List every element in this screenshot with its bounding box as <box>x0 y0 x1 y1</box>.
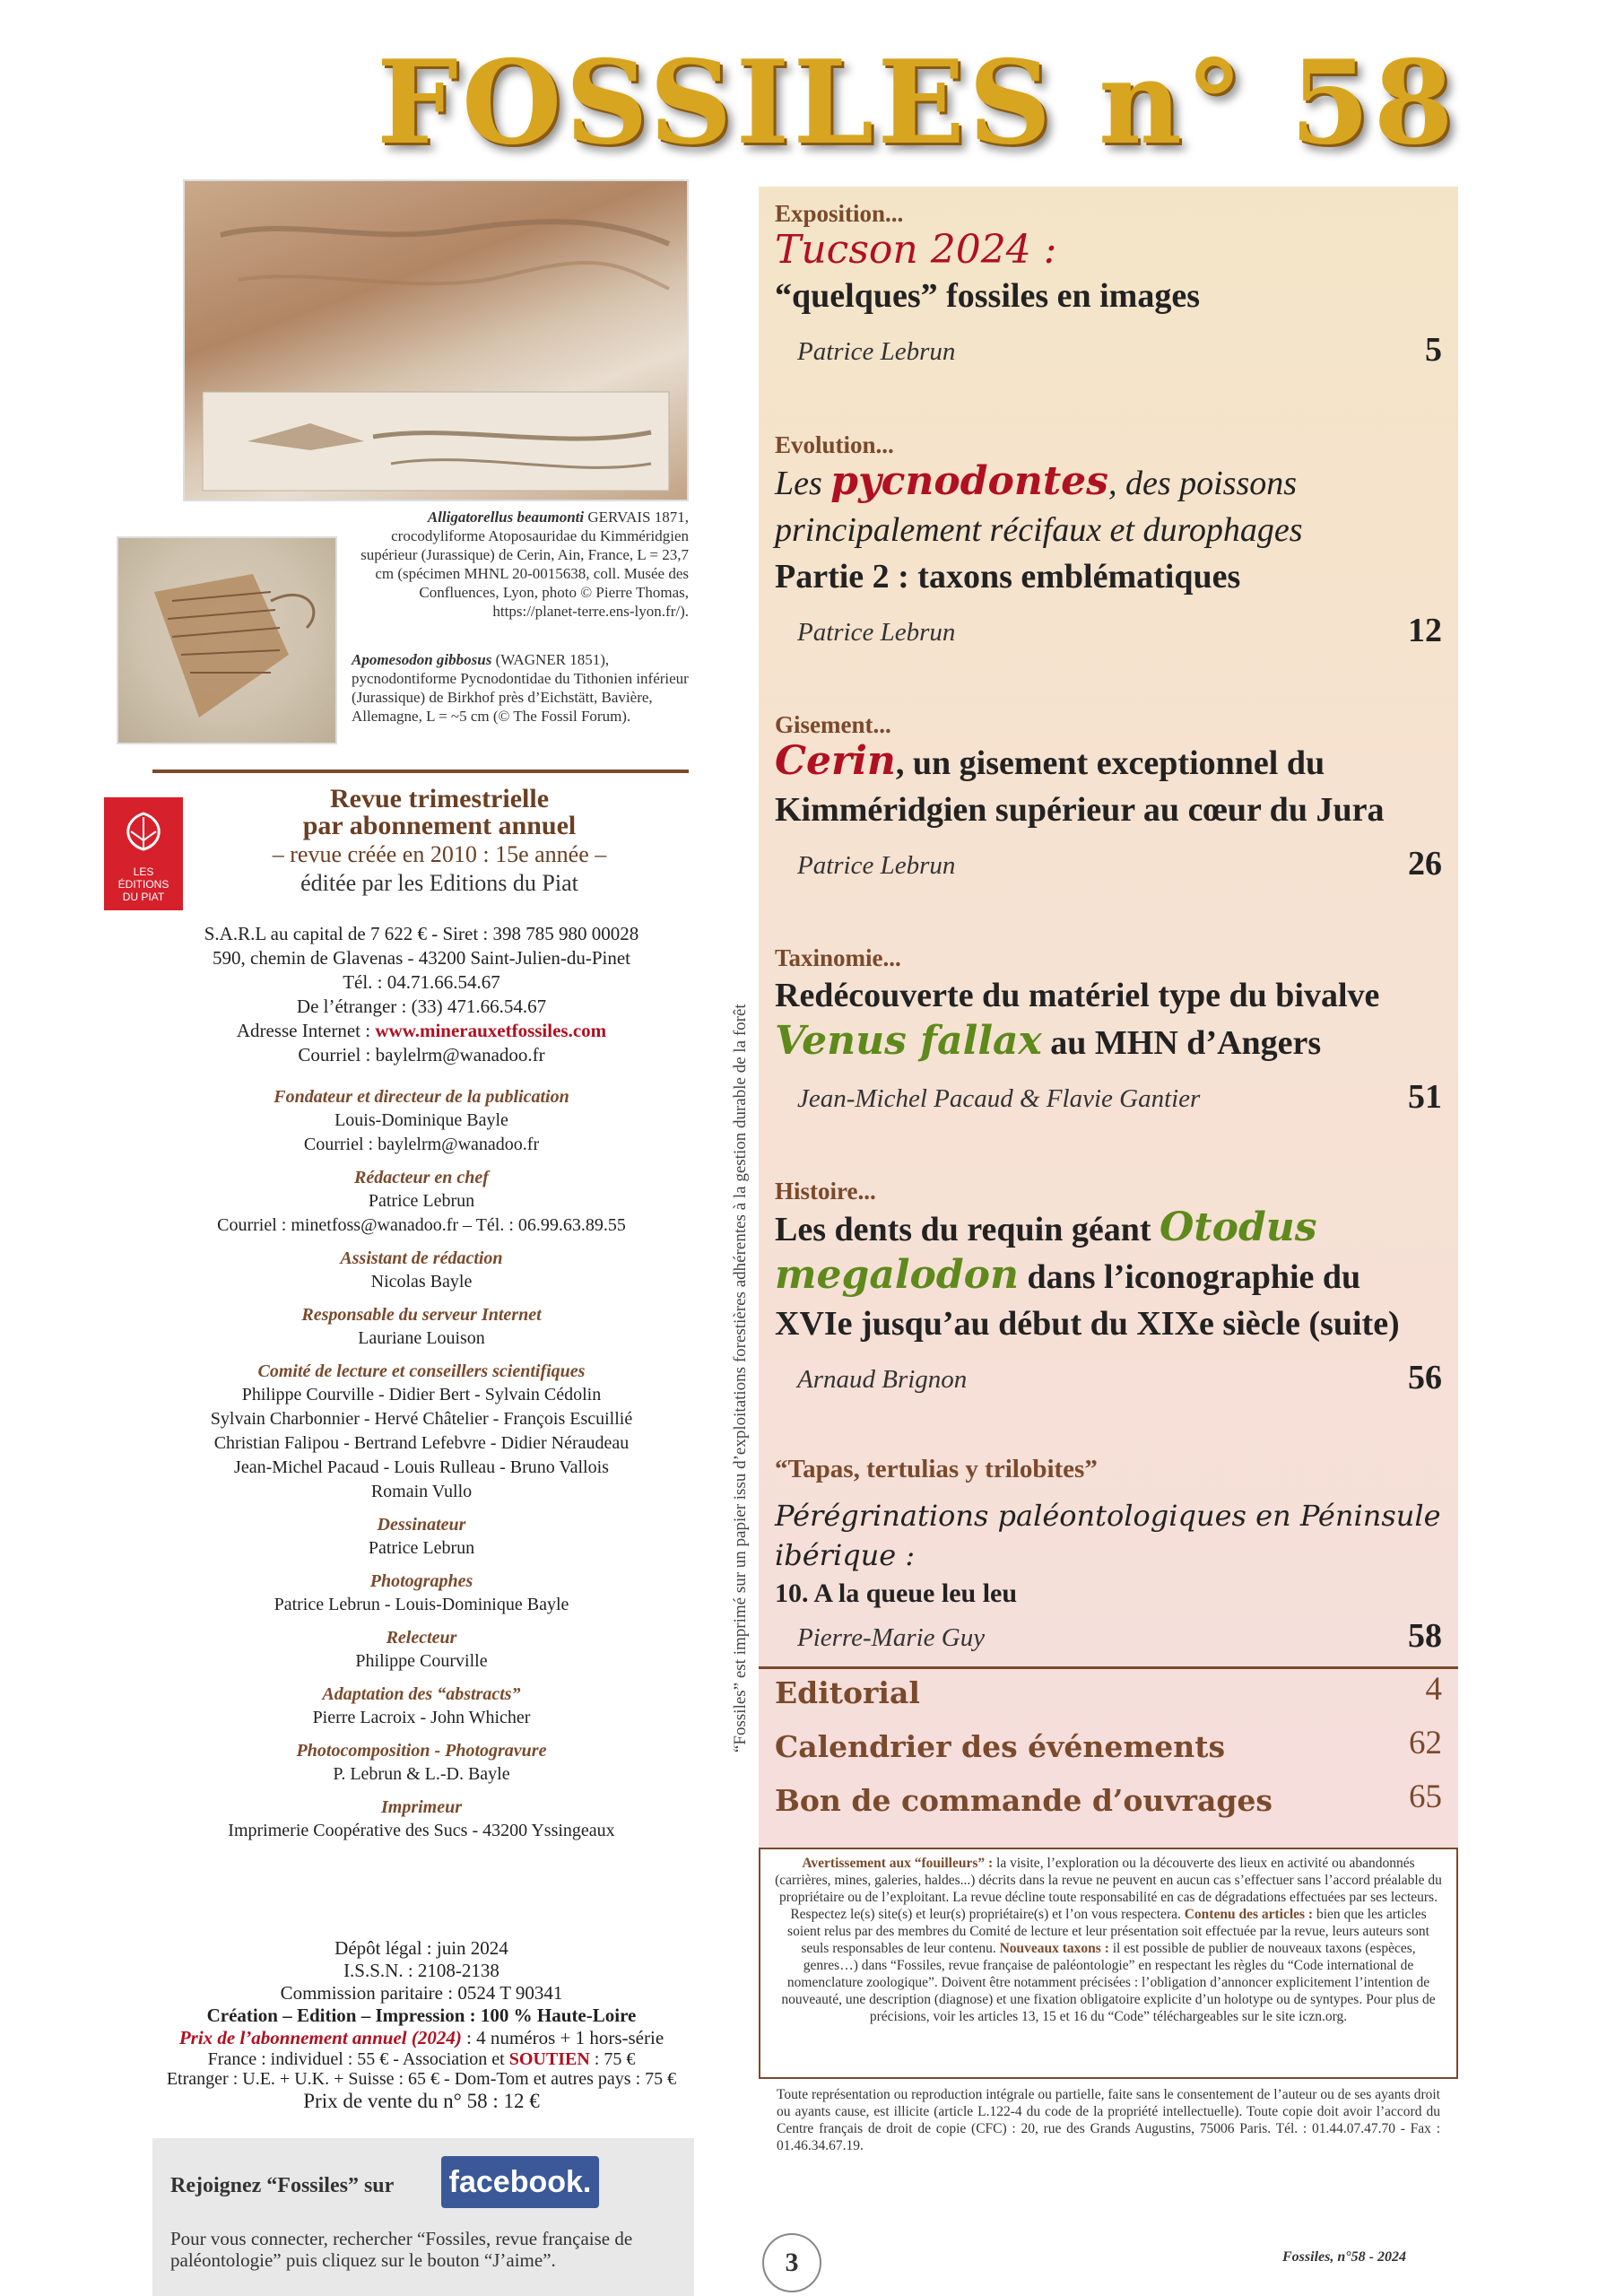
staff-role: Rédacteur en chef <box>354 1168 489 1187</box>
price-foreign: Etranger : U.E. + U.K. + Suisse : 65 € - Dom-Tom et autres pays : 75 € <box>166 2069 677 2089</box>
toc-title: dans l’iconographie du <box>1019 1258 1361 1296</box>
caption-fig2 <box>352 650 692 726</box>
staff-name: Philippe Courville <box>355 1651 488 1671</box>
toc-bottom-label: Bon de commande d’ouvrages <box>775 1783 1273 1818</box>
notice-text: bien que les articles soient relus par des membres du Comité de lecture et leur présentation soit effectuée par la revue, leurs auteurs sont seuls responsables de leur contenu. <box>787 1907 1429 1956</box>
toc-section: Histoire... <box>775 1178 876 1205</box>
caption-text: pycnodontiforme Pycnodontidae du Tithonien inférieur (Jurassique) de Birkhof près d’Eichstätt, Bavière, Allemagne, L = ~5 cm (© The Fossil Forum). <box>352 670 689 725</box>
toc-entry[interactable] <box>775 199 1442 377</box>
toc-title: “quelques” fossiles en images <box>775 277 1200 315</box>
toc-title-highlight: Otodus <box>1160 1205 1317 1250</box>
toc-author: Patrice Lebrun <box>797 618 956 647</box>
staff-name: Sylvain Charbonnier - Hervé Châtelier - François Escuillié <box>210 1409 633 1429</box>
staff-role: Dessinateur <box>377 1515 466 1535</box>
commission: Commission paritaire : 0524 T 90341 <box>280 1982 563 2004</box>
toc-section: Taxinomie... <box>775 944 901 971</box>
toc-title-highlight: Pérégrinations paléontologiques en Péninsule ibérique : <box>775 1499 1441 1572</box>
notice-lead: Avertissement aux “fouilleurs” : <box>802 1856 994 1871</box>
species-author: GERVAIS 1871, <box>584 509 689 526</box>
toc-section: Exposition... <box>775 200 904 227</box>
toc-title-highlight: Cerin <box>775 738 896 784</box>
toc-title: principalement récifaux et durophages <box>775 511 1303 549</box>
issue-price: Prix de vente du n° 58 : 12 € <box>303 2090 540 2112</box>
staff-name: P. Lebrun & L.-D. Bayle <box>333 1764 510 1784</box>
page-number: 3 <box>762 2233 821 2292</box>
toc-title: Les <box>775 465 831 502</box>
staff-name: Romain Vullo <box>370 1482 473 1501</box>
notice-text: il est possible de publier de nouveaux taxons (espèces, genres…) dans “Fossiles, revue française de paléontologie” en respectant les règles du “Code international de nomenclature zoologique”. Doivent être notamment précisées : l’obligation d’annoncer explicitement l’intention de nouveauté, une description (diagnose) et une fixation obligatoire explicite d’un holotype ou de syntypes. Pour plus de précisions, voir les articles 13, 15 et 16 du “Code” téléchargeables sur le site iczn.org. <box>781 1941 1436 2024</box>
table-of-contents <box>759 187 1458 1853</box>
species-name: Apomesodon gibbosus <box>352 651 492 668</box>
toc-title: 10. A la queue leu leu <box>775 1578 1018 1608</box>
copyright-notice: Toute représentation ou reproduction intégrale ou partielle, faite sans le consentement de l’auteur ou de ses ayants droit ou ayants cause, est illicite (article L.122-4 du code de la propriété intellectuelle). Toute copie doit avoir l’accord du Centre français de droit de copie (CFC) : 20, rue des Grands Augustins, 75006 Paris. Tél. : 01.44.07.47.70 - Fax : 01.46.34.67.19. <box>777 2087 1440 2153</box>
staff-name: Pierre Lacroix - John Whicher <box>312 1708 531 1727</box>
facebook-join: Rejoignez “Fossiles” sur <box>170 2174 395 2197</box>
soutien-label: SOUTIEN <box>508 2049 590 2069</box>
fossil-photo-crocodyliform <box>183 179 689 501</box>
toc-title: Redécouverte du matériel type du bivalve <box>775 977 1380 1014</box>
staff-name: Christian Falipou - Bertrand Lefebvre - Didier Néraudeau <box>213 1433 630 1453</box>
toc-page: 56 <box>1408 1359 1442 1396</box>
legal-info <box>135 1937 708 2114</box>
toc-author: Arnaud Brignon <box>797 1365 968 1394</box>
staff-role: Fondateur et directeur de la publication <box>274 1087 569 1107</box>
toc-page: 26 <box>1408 845 1442 883</box>
revue-title-line: Revue trimestrielle <box>329 784 550 813</box>
fossil-photo-pycnodont <box>117 536 337 744</box>
toc-title-highlight: megalodon <box>775 1252 1019 1298</box>
toc-section: Evolution... <box>775 431 894 458</box>
staff-role: Responsable du serveur Internet <box>301 1305 542 1325</box>
toc-title: , un gisement exceptionnel du <box>895 744 1325 782</box>
staff-name: Imprimerie Coopérative des Sucs - 43200 Yssingeaux <box>228 1821 615 1840</box>
toc-title: Les dents du requin géant <box>775 1211 1160 1248</box>
publisher-info <box>135 922 708 1067</box>
subscription-detail: : 4 numéros + 1 hors-série <box>461 2027 665 2048</box>
depot-legal: Dépôt légal : juin 2024 <box>334 1937 508 1959</box>
revue-title-line: par abonnement annuel <box>302 811 577 840</box>
toc-bottom-page: 65 <box>1409 1779 1442 1815</box>
toc-editorial[interactable] <box>775 1670 1442 1717</box>
toc-title: Kimméridgien supérieur au cœur du Jura <box>775 791 1385 829</box>
subscription-label: Prix de l’abonnement annuel (2024) <box>178 2027 462 2048</box>
facebook-box <box>152 2138 694 2296</box>
notice-text: la visite, l’exploration ou la découverte des lieux en activité ou abandonnés (carrières, mines, galeries, haldes...) décrits dans la revue ne peuvent en aucun cas s’effectuer sans l’accord préalable du propriétaire ou de l’exploitant. La revue décline toute responsabilité en cas de dégradations effectuées par ses lecteurs. Respectez le(s) site(s) et leur(s) propriétaire(s) et l’on vous respectera. <box>775 1856 1442 1922</box>
email: Courriel : baylelrm@wanadoo.fr <box>298 1044 545 1065</box>
toc-author: Patrice Lebrun <box>797 337 956 366</box>
toc-title-highlight: Tucson 2024 : <box>775 227 1057 273</box>
toc-title-highlight: Venus fallax <box>775 1018 1042 1064</box>
issn: I.S.S.N. : 2108-2138 <box>343 1960 499 1981</box>
logo-text: DU PIAT <box>122 891 165 903</box>
toc-bottom-label: Editorial <box>775 1675 920 1710</box>
price-france: France : individuel : 55 € - Association et <box>207 2049 509 2069</box>
paper-note-text: “Fossiles” est imprimé sur un papier issu d’exploitations forestières adhérentes à la gestion durable de la forêt <box>731 1004 750 1752</box>
facebook-logo[interactable]: facebook. <box>441 2156 599 2208</box>
divider <box>152 770 689 773</box>
publisher-logo <box>104 797 183 910</box>
toc-entry[interactable] <box>775 710 1442 891</box>
website-link[interactable]: www.minerauxetfossiles.com <box>375 1020 607 1041</box>
staff-name: Patrice Lebrun <box>368 1191 475 1211</box>
toc-page: 58 <box>1408 1617 1442 1655</box>
staff-name: Patrice Lebrun - Louis-Dominique Bayle <box>274 1595 569 1614</box>
toc-bottom-page: 62 <box>1409 1725 1442 1761</box>
species-author: (WAGNER 1851), <box>491 651 610 668</box>
divider <box>759 1666 1458 1669</box>
staff-name: Courriel : minetfoss@wanadoo.fr – Tél. : 06.99.63.89.55 <box>217 1215 626 1235</box>
revue-creation: – revue créée en 2010 : 15e année – <box>272 841 607 867</box>
logo-text: ÉDITIONS <box>117 878 169 891</box>
staff-role: Adaptation des “abstracts” <box>322 1684 521 1704</box>
creation-note: Création – Edition – Impression : 100 % Haute-Loire <box>206 2005 637 2026</box>
staff-name: Philippe Courville - Didier Bert - Sylvain Cédolin <box>241 1385 602 1405</box>
address: 590, chemin de Glavenas - 43200 Saint-Julien-du-Pinet <box>213 947 630 969</box>
toc-bottom-label: Calendrier des événements <box>775 1729 1226 1764</box>
soutien-price: : 75 € <box>589 2049 636 2069</box>
toc-entry[interactable] <box>775 1177 1442 1405</box>
page-footer: Fossiles, n°58 - 2024 <box>1282 2249 1406 2265</box>
logo-text: LES <box>133 865 154 878</box>
staff-list <box>135 1085 708 1843</box>
toc-calendar[interactable] <box>775 1724 1442 1770</box>
phone-foreign: De l’étranger : (33) 471.66.54.67 <box>296 996 547 1017</box>
toc-page: 12 <box>1408 612 1442 649</box>
staff-name: Jean-Michel Pacaud - Louis Rulleau - Bruno Vallois <box>234 1457 609 1477</box>
species-name: Alligatorellus beaumonti <box>427 509 585 526</box>
page-title: FOSSILES n° 58 <box>377 36 1457 170</box>
staff-role: Assistant de rédaction <box>340 1248 503 1268</box>
toc-bottom-page: 4 <box>1425 1671 1442 1708</box>
staff-role: Comité de lecture et conseillers scientifiques <box>257 1361 586 1381</box>
caption-text: crocodyliforme Atoposauridae du Kimméridgien supérieur (Jurassique) de Cerin, Ain, France, L = 23,7 cm (spécimen MHNL 20-0015638, coll. Musée des Confluences, Lyon, photo © Pierre Thomas, https://planet-terre.ens-lyon.fr/). <box>360 527 689 620</box>
web-label: Adresse Internet : <box>236 1020 376 1041</box>
toc-author: Pierre-Marie Guy <box>797 1623 986 1652</box>
staff-role: Imprimeur <box>380 1797 463 1817</box>
toc-order-form[interactable] <box>775 1778 1442 1824</box>
notice-lead: Contenu des articles : <box>1180 1907 1314 1922</box>
warning-notice <box>759 1848 1458 2079</box>
staff-name: Nicolas Bayle <box>370 1272 473 1292</box>
toc-section: “Tapas, tertulias y trilobites” <box>775 1455 1098 1483</box>
toc-title: , des poissons <box>1108 465 1298 502</box>
toc-page: 5 <box>1425 331 1442 369</box>
toc-title: XVIe jusqu’au début du XIXe siècle (suite) <box>775 1305 1400 1343</box>
staff-role: Photographes <box>369 1571 473 1591</box>
toc-title: Partie 2 : taxons emblématiques <box>775 558 1241 596</box>
staff-name: Patrice Lebrun <box>368 1538 475 1558</box>
toc-section: Gisement... <box>775 711 891 738</box>
toc-title-highlight: pycnodontes <box>830 458 1108 504</box>
revue-publisher: éditée par les Editions du Piat <box>300 870 578 896</box>
revue-heading <box>179 786 699 897</box>
staff-name: Courriel : baylelrm@wanadoo.fr <box>303 1135 540 1154</box>
staff-role: Relecteur <box>386 1628 457 1648</box>
toc-entry[interactable] <box>775 430 1442 657</box>
sarl-info: S.A.R.L au capital de 7 622 € - Siret : 398 785 980 00028 <box>204 923 639 944</box>
phone: Tél. : 04.71.66.54.67 <box>343 971 500 993</box>
toc-title: au MHN d’Angers <box>1041 1024 1322 1062</box>
staff-name: Louis-Dominique Bayle <box>334 1110 508 1130</box>
staff-role: Photocomposition - Photogravure <box>296 1741 547 1761</box>
toc-entry[interactable] <box>775 944 1442 1124</box>
leaf-logo-icon <box>104 804 183 858</box>
notice-lead: Nouveaux taxons : <box>995 1941 1109 1956</box>
toc-page: 51 <box>1408 1078 1442 1116</box>
toc-author: Jean-Michel Pacaud & Flavie Gantier <box>797 1084 1201 1113</box>
staff-name: Lauriane Louison <box>358 1328 485 1348</box>
facebook-instructions: Pour vous connecter, rechercher “Fossiles, revue française de paléontologie” puis cliquez sur le bouton “J’aime”. <box>170 2228 633 2271</box>
toc-author: Patrice Lebrun <box>797 851 956 880</box>
toc-entry[interactable] <box>775 1455 1442 1663</box>
caption-fig1 <box>353 508 689 621</box>
